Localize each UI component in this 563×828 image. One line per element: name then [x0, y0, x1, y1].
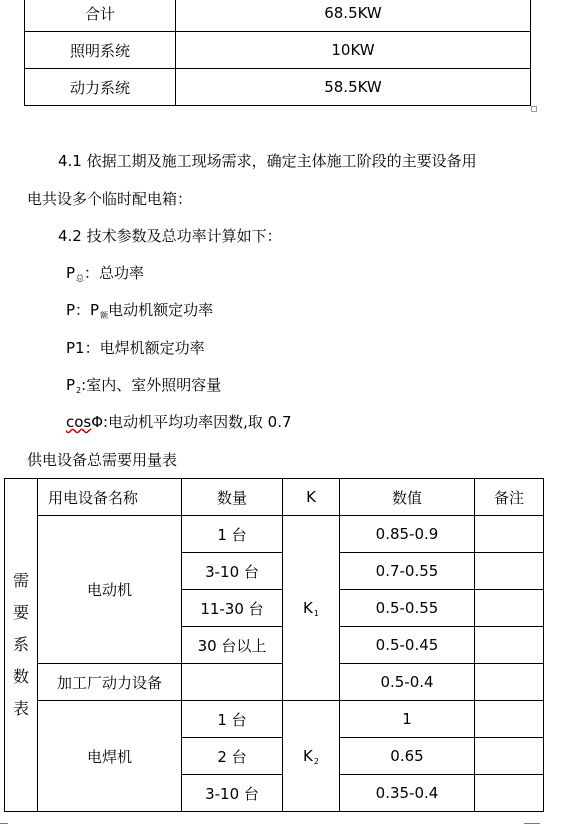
value-cell: 0.7-0.55 [340, 553, 475, 590]
k-symbol: K [303, 598, 313, 617]
definition-text: :室内、室外照明容量 [81, 376, 222, 394]
definition-total-power [66, 263, 144, 289]
table-header-row [5, 479, 544, 516]
symbol-subscript: 额 [100, 311, 109, 320]
table-row [5, 701, 544, 738]
equipment-welder: 电焊机 [38, 701, 182, 812]
paragraph-4-2: 4.2 技术参数及总功率计算如下： [58, 227, 282, 245]
quantity-cell: 2 台 [182, 738, 283, 775]
paragraph-4-1-line2: 电共设多个临时配电箱： [27, 190, 193, 208]
definition-text: ：总功率 [84, 264, 145, 282]
header-equipment-name: 用电设备名称 [38, 479, 182, 516]
definition-lighting-capacity [66, 375, 221, 401]
page-corner-mark [0, 823, 8, 828]
paragraph-4-1-line1: 4.1 依据工期及施工现场需求，确定主体施工阶段的主要设备用 [58, 152, 477, 170]
demand-factor-table [4, 478, 544, 812]
value-cell: 0.85-0.9 [340, 516, 475, 553]
quantity-cell: 3-10 台 [182, 553, 283, 590]
header-value: 数值 [340, 479, 475, 516]
k-symbol: K [303, 746, 313, 765]
row-label: 照明系统 [25, 32, 176, 69]
side-char: 表 [12, 699, 29, 718]
quantity-cell: 3-10 台 [182, 775, 283, 812]
remark-cell [475, 738, 544, 775]
equipment-factory-power: 加工厂动力设备 [38, 664, 182, 701]
value-cell: 0.5-0.55 [340, 590, 475, 627]
quantity-cell: 1 台 [182, 701, 283, 738]
symbol-p: P [66, 264, 76, 282]
table-caption: 供电设备总需要用量表 [27, 451, 178, 469]
remark-cell [475, 553, 544, 590]
symbol-subscript: 总 [76, 274, 85, 283]
row-label: 合计 [25, 0, 176, 32]
remark-cell [475, 516, 544, 553]
remark-cell [475, 627, 544, 664]
header-quantity: 数量 [182, 479, 283, 516]
value-cell: 1 [340, 701, 475, 738]
symbol-p: P：P [66, 301, 100, 319]
table-row [5, 664, 544, 701]
definition-welder-power: P1：电焊机额定功率 [66, 339, 205, 357]
side-char: 需 [12, 571, 29, 590]
k-subscript: 2 [313, 756, 319, 766]
table-row [5, 516, 544, 553]
table-row [25, 32, 531, 69]
side-char: 系 [12, 635, 29, 654]
value-cell: 0.5-0.45 [340, 627, 475, 664]
value-cell: 0.5-0.4 [340, 664, 475, 701]
summary-table [24, 0, 531, 106]
row-value: 68.5KW [176, 0, 531, 32]
value-cell: 0.65 [340, 738, 475, 775]
definition-text: Φ:电动机平均功率因数,取 0.7 [91, 413, 292, 431]
page-corner-mark [524, 823, 540, 828]
value-cell: 0.35-0.4 [340, 775, 475, 812]
side-char: 数 [12, 667, 29, 686]
definition-motor-power [66, 300, 213, 326]
table-row [25, 0, 531, 32]
remark-cell [475, 664, 544, 701]
remark-cell [475, 701, 544, 738]
k-subscript: 1 [313, 608, 319, 618]
table-resize-handle[interactable] [531, 106, 537, 112]
equipment-motor: 电动机 [38, 516, 182, 664]
k2-cell [283, 701, 340, 812]
definition-power-factor [66, 412, 292, 432]
side-char: 要 [12, 603, 29, 622]
symbol-p: P [66, 376, 76, 394]
header-k: K [283, 479, 340, 516]
k1-cell [283, 516, 340, 701]
cos-symbol: cos [66, 413, 92, 431]
quantity-cell: 30 台以上 [182, 627, 283, 664]
remark-cell [475, 775, 544, 812]
remark-cell [475, 590, 544, 627]
side-label [5, 479, 38, 812]
row-value: 58.5KW [176, 69, 531, 106]
quantity-cell: 11-30 台 [182, 590, 283, 627]
quantity-cell: 1 台 [182, 516, 283, 553]
quantity-cell [182, 664, 283, 701]
table-row [25, 69, 531, 106]
symbol-subscript: 2 [76, 386, 82, 395]
row-value: 10KW [176, 32, 531, 69]
header-remark: 备注 [475, 479, 544, 516]
definition-text: 电动机额定功率 [108, 301, 214, 319]
row-label: 动力系统 [25, 69, 176, 106]
